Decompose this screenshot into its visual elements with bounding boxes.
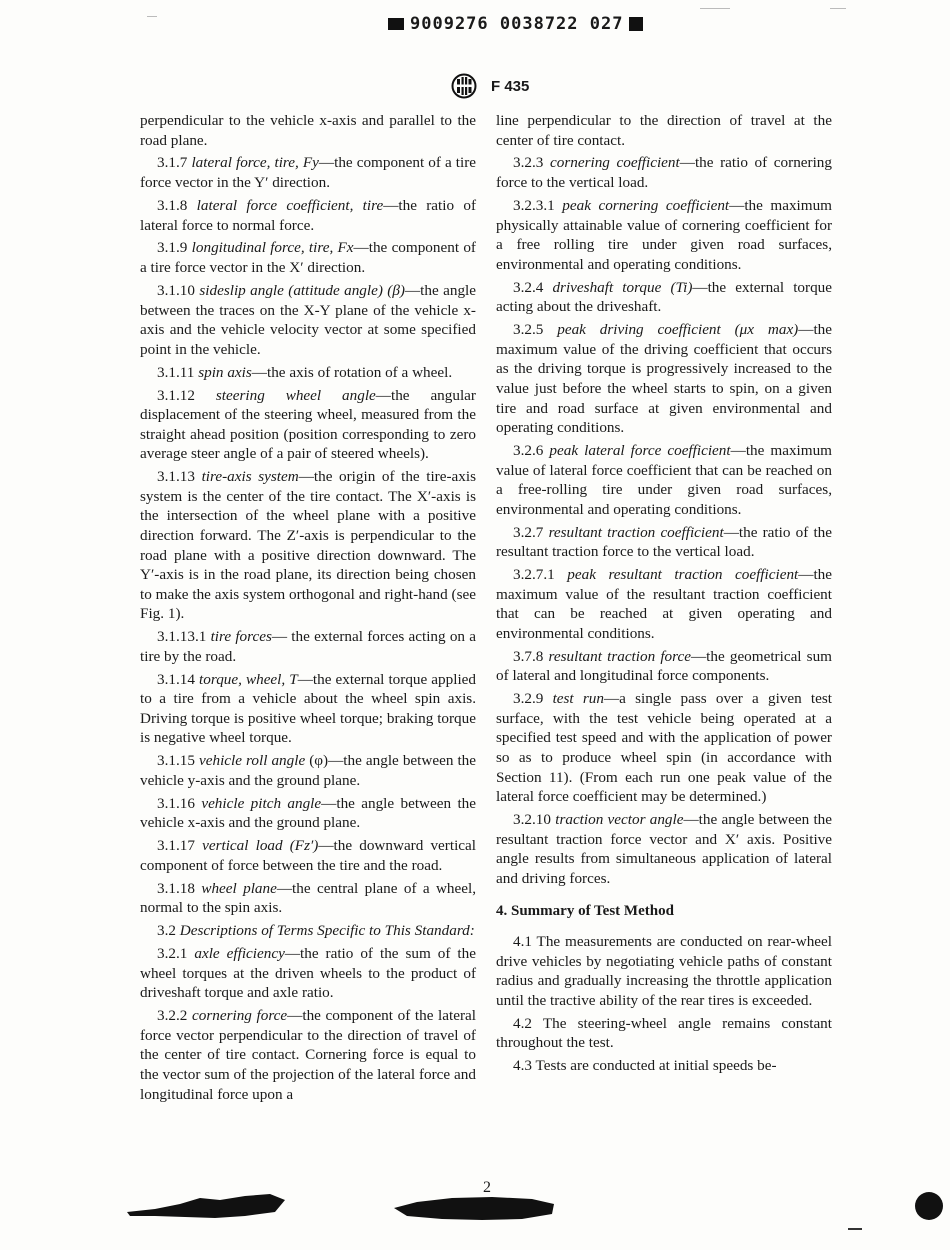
scan-smudge: [125, 1190, 290, 1222]
definition-3-2-3-1: 3.2.3.1 peak cornering coefficient—the maximum physically attainable value of cornering coefficient for a free rolling tire under given road surfaces, environmental and operating conditions.: [496, 196, 832, 273]
definition-3-1-17: 3.1.17 vertical load (Fz′)—the downward vertical component of force between the tire and the road.: [140, 837, 476, 874]
scan-code: 9009276 0038722 027: [410, 14, 624, 34]
definition-3-2-6: 3.2.6 peak lateral force coefficient—the maximum value of lateral force coefficient that can be reached on a free-rolling tire under given road surfaces, environmental and operating conditions.: [496, 441, 832, 518]
definition-3-1-14: 3.1.14 torque, wheel, T—the external torque applied to a tire from a vehicle about the wheel spin axis. Driving torque is positive wheel torque; braking torque is negative wheel torque.: [140, 670, 477, 747]
paragraph-4-2: 4.2 The steering-wheel angle remains constant throughout the test.: [496, 1014, 832, 1052]
paragraph-4-1: 4.1 The measurements are conducted on rear-wheel drive vehicles by negotiating vehicle paths of constant radius and gradually increasing the throttle application until the tractive ability of the rear tires is exceeded.: [496, 933, 832, 1009]
definition-3-2-7-1: 3.2.7.1 peak resultant traction coefficient—the maximum value of the resultant traction coefficient that can be reached at given operating and environmental conditions.: [496, 566, 833, 642]
definition-3-2-10: 3.2.10 traction vector angle—the angle between the resultant traction force vector and X′ axis. Positive angle results from simultaneous application of lateral and driving forces.: [496, 811, 832, 887]
definition-3-7-8: 3.7.8 resultant traction force—the geometrical sum of lateral and longitudinal force components.: [496, 647, 832, 685]
astm-logo-icon: [451, 73, 477, 99]
scan-line: [700, 8, 730, 9]
definition-3-1-9: 3.1.9 longitudinal force, tire, Fx—the component of a tire force vector in the X′ direction.: [140, 239, 476, 277]
scan-smudge: [392, 1194, 557, 1222]
document-header: [451, 73, 529, 99]
definition-3-1-10: 3.1.10 sideslip angle (attitude angle) (β)—the angle between the traces on the X-Y plane of the vehicle x-axis and the vehicle velocity vector at some specified point in the vehicle.: [140, 281, 476, 358]
paragraph: line perpendicular to the direction of travel at the center of tire contact.: [496, 112, 832, 149]
barcode-block-left: [388, 18, 404, 30]
definition-3-2-3: 3.2.3 cornering coefficient—the ratio of cornering force to the vertical load.: [496, 154, 832, 192]
definition-3-1-8: 3.1.8 lateral force coefficient, tire—the ratio of lateral force to normal force.: [140, 196, 477, 234]
scan-dot: [915, 1192, 943, 1220]
definition-3-1-16: 3.1.16 vehicle pitch angle—the angle between the vehicle x-axis and the ground plane.: [140, 794, 477, 832]
scan-header: [388, 13, 643, 35]
right-column: [496, 111, 832, 1079]
definition-3-2-4: 3.2.4 driveshaft torque (Ti)—the external torque acting about the driveshaft.: [496, 278, 832, 316]
scan-line: [830, 8, 846, 9]
paragraph-4-3: 4.3 Tests are conducted at initial speeds be-: [513, 1057, 777, 1075]
definition-3-2-5: 3.2.5 peak driving coefficient (μx max)—the maximum value of the driving coefficient that occurs as the driving torque is progressively increased to the value just before the wheel starts to spin, on a given tire and road surface at given environmental and operating conditions.: [496, 321, 832, 437]
definition-3-1-12: 3.1.12 steering wheel angle—the angular displacement of the steering wheel, measured from the straight ahead position (position corresponding to zero average steer angle of a pair of steered wheels).: [140, 386, 476, 463]
definition-3-1-11: 3.1.11 spin axis—the axis of rotation of a wheel.: [157, 363, 453, 381]
definition-3-2-9: 3.2.9 test run—a single pass over a given test surface, with the test vehicle being operated at a specified test speed and with the application of power so as to produce wheel spin (in accordance with Section 11). (From each run one peak value of the lateral force coefficient may be determined.): [496, 690, 832, 806]
definition-3-1-18: 3.1.18 wheel plane—the central plane of a wheel, normal to the spin axis.: [140, 879, 477, 917]
barcode-block-right: [629, 17, 643, 31]
definition-3-2-2: 3.2.2 cornering force—the component of the lateral force vector perpendicular to the direction of travel of the center of tire contact. Cornering force is equal to the vector sum of the projection of the lateral force and longitudinal force upon a: [140, 1007, 476, 1103]
definition-3-1-7: 3.1.7 lateral force, tire, Fy—the component of a tire force vector in the Y′ direction.: [140, 154, 477, 192]
subsection-3-2: 3.2 Descriptions of Terms Specific to This Standard:: [157, 922, 475, 940]
left-column: [140, 111, 476, 1108]
scan-line: [147, 16, 157, 17]
scan-line: [848, 1228, 862, 1230]
definition-3-2-1: 3.2.1 axle efficiency—the ratio of the sum of the wheel torques at the driven wheels to the product of driveshaft torque and axle ratio.: [140, 945, 476, 1002]
definition-3-2-7: 3.2.7 resultant traction coefficient—the ratio of the resultant traction force to the vertical load.: [496, 523, 833, 561]
definition-3-1-15: 3.1.15 vehicle roll angle (φ)—the angle between the vehicle y-axis and the ground plane.: [140, 752, 477, 789]
document-number: F 435: [491, 77, 530, 95]
definition-3-1-13-1: 3.1.13.1 tire forces— the external forces acting on a tire by the road.: [140, 628, 476, 665]
page-number: 2: [483, 1179, 491, 1196]
section-heading: 4. Summary of Test Method: [496, 902, 674, 919]
definition-3-1-13: 3.1.13 tire-axis system—the origin of the tire-axis system is the center of the tire contact. The X′-axis is the intersection of the wheel plane with a positive direction forward. The Z′-axis is perpendicular to the road plane with a positive direction downward. The Y′-axis is in the road plane, its direction being chosen to make the axis system orthogonal and right-hand (see Fig. 1).: [140, 468, 476, 623]
paragraph: perpendicular to the vehicle x-axis and parallel to the road plane.: [140, 112, 476, 149]
